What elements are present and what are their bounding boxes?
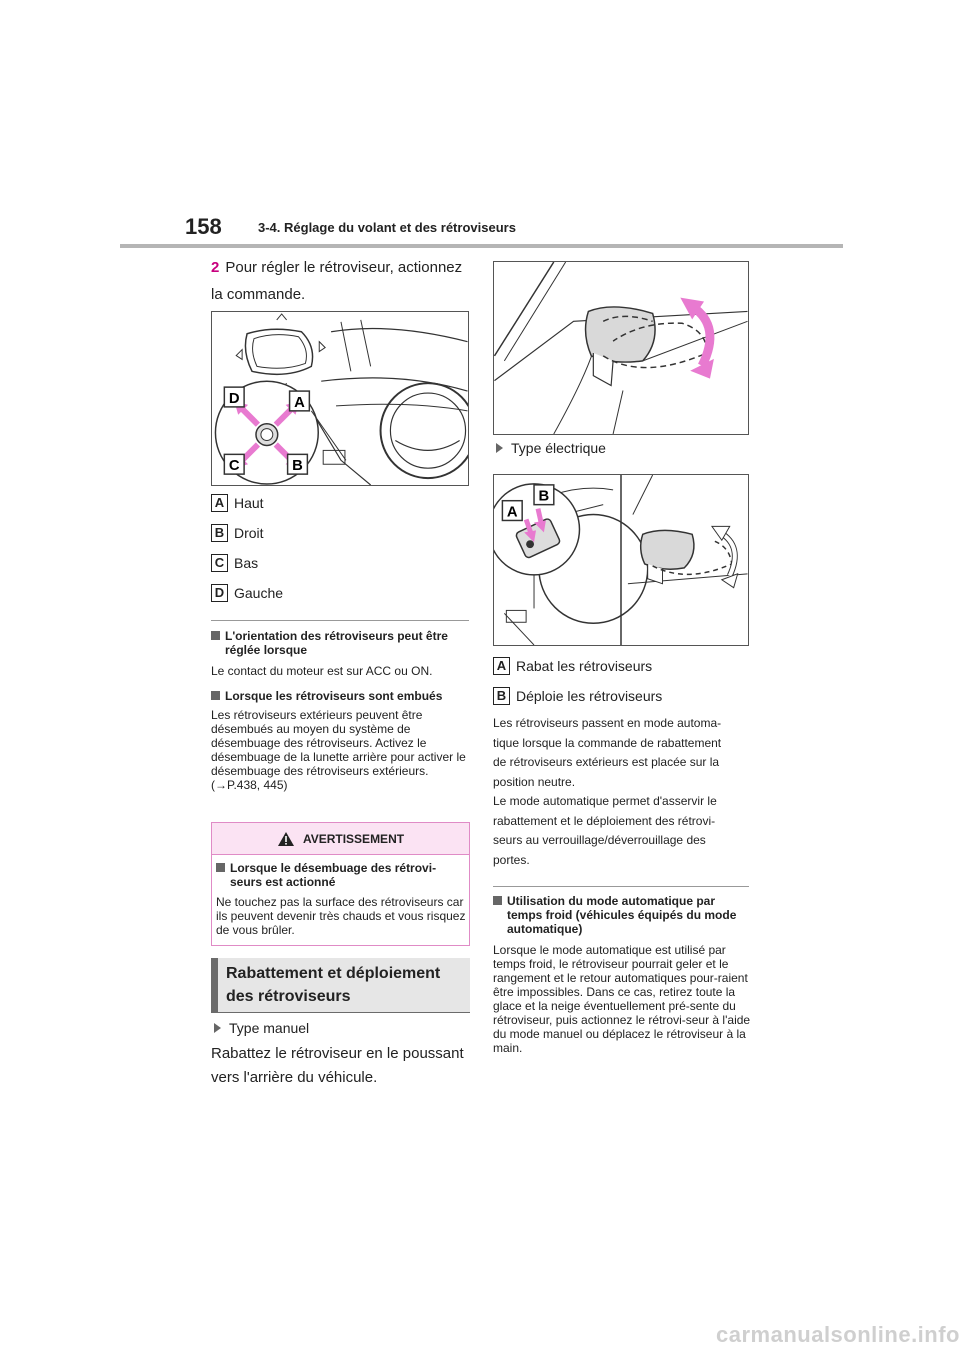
- svg-text:B: B: [538, 488, 550, 505]
- step-2: [211, 254, 473, 308]
- svg-text:A: A: [294, 394, 305, 411]
- legend-letter: D: [211, 584, 228, 602]
- warning-heading: AVERTISSEMENT: [302, 831, 405, 846]
- auto-mode-line: rabattement et le déploiement des rétrovi-: [493, 813, 716, 828]
- auto-mode-line: Le mode automatique permet d'asservir le: [493, 794, 717, 808]
- figure1-label-A: [290, 391, 310, 411]
- svg-text:C: C: [228, 458, 240, 475]
- electric-fold-drawing: [494, 475, 748, 645]
- figure1-label-D: [224, 387, 244, 407]
- electric-type-bullet: [493, 440, 606, 456]
- auto-mode-line: portes.: [493, 852, 530, 867]
- note2-text: [211, 708, 469, 792]
- figure1-label-C: [224, 454, 244, 474]
- header-rule: [120, 244, 843, 248]
- manual-fold-illustration: [493, 261, 749, 435]
- figure1-label-B: [288, 454, 308, 474]
- note1-text: Le contact du moteur est sur ACC ou ON.: [211, 664, 433, 678]
- note2-body: Les rétroviseurs extérieurs peuvent être désembués au moyen du système de désembuage des rétroviseurs. Activez le désembuage de la lunette arrière pour activer le désembuage des rétroviseurs extérieurs.: [211, 708, 466, 778]
- manual-fold-drawing: [494, 262, 748, 434]
- note2-title: Lorsque les rétroviseurs sont embués: [211, 689, 469, 703]
- cold-note-text: Lorsque le mode automatique est utilisé par temps froid, le rétroviseur pourrait geler et le rangement et le retour automatiques pour-raient être impossibles. Dans ce cas, retirez toute la glace et la neige éventuellement pré-sente du rétroviseur, puis actionnez le rétrovi-seur à l'aide du mode manuel ou déplacez le rétroviseur à la main.: [493, 943, 751, 1055]
- note1-title: L'orientation des rétroviseurs peut être réglée lorsque: [211, 629, 469, 657]
- step-number: 2: [211, 259, 220, 276]
- legend-text: Gauche: [234, 585, 284, 601]
- legend-letter: B: [211, 524, 228, 542]
- legend-text: Bas: [234, 555, 259, 571]
- legend-letter: A: [493, 657, 510, 675]
- auto-mode-line: seurs au verrouillage/déverrouillage des: [493, 833, 706, 847]
- section-heading: Rabattement et déploiement des rétroviseurs: [211, 958, 470, 1012]
- section-underline: [211, 1012, 470, 1013]
- legend-letter: A: [211, 494, 228, 512]
- divider: [493, 886, 749, 887]
- bullet-arrow-icon: [496, 443, 503, 453]
- electric-fold-illustration: [493, 474, 749, 646]
- legend2-item-fold: [493, 656, 652, 676]
- legend-text: Déploie les rétroviseurs: [516, 688, 663, 704]
- legend-text: Haut: [234, 495, 264, 511]
- auto-mode-line: Les rétroviseurs passent en mode automa-: [493, 716, 722, 730]
- divider: [211, 620, 469, 621]
- warning-box: [211, 822, 470, 946]
- cold-note-title: Utilisation du mode automatique par temps froid (véhicules équipés du mode automatique): [493, 894, 753, 936]
- warning-title: Lorsque le désembuage des rétrovi-seurs est actionné: [216, 861, 466, 889]
- auto-mode-line: tique lorsque la commande de rabattement: [493, 735, 722, 750]
- auto-mode-line: de rétroviseurs extérieurs est placée sur la: [493, 755, 720, 769]
- legend2-item-unfold: [493, 686, 662, 706]
- watermark: carmanualsonline.info: [716, 1322, 960, 1347]
- warning-header: [212, 823, 469, 855]
- auto-mode-text: [493, 714, 755, 870]
- bullet-arrow-icon: [214, 1023, 221, 1033]
- svg-text:B: B: [292, 458, 303, 475]
- warning-text: Ne touchez pas la surface des rétroviseurs car ils peuvent devenir très chauds et vous risquez de vous brûler.: [216, 895, 466, 937]
- mirror-adjust-illustration: [211, 311, 469, 486]
- legend-letter: C: [211, 554, 228, 572]
- legend1-item-left: [211, 583, 283, 603]
- note2-ref: (→P.438, 445): [211, 778, 288, 792]
- figure3-label-A: [502, 501, 522, 521]
- electric-type-label: Type électrique: [511, 440, 606, 456]
- legend1-item-down: [211, 553, 258, 573]
- manual-type-bullet: [211, 1020, 309, 1036]
- legend-letter: B: [493, 687, 510, 705]
- svg-text:A: A: [506, 504, 518, 521]
- figure3-label-B: [534, 485, 554, 505]
- legend-text: Rabat les rétroviseurs: [516, 658, 653, 674]
- warning-triangle-icon: [277, 831, 295, 847]
- header-title: 3-4. Réglage du volant et des rétroviseurs: [258, 220, 516, 235]
- svg-text:D: D: [228, 390, 240, 407]
- mirror-adjust-drawing: [212, 312, 468, 485]
- legend-text: Droit: [234, 525, 264, 541]
- step-text: Pour régler le rétroviseur, actionnez la commande.: [211, 259, 463, 303]
- auto-mode-line: position neutre.: [493, 774, 576, 789]
- legend1-item-up: [211, 493, 264, 513]
- legend1-item-right: [211, 523, 264, 543]
- page-number: 158: [185, 214, 222, 239]
- manual-type-label: Type manuel: [229, 1020, 310, 1036]
- manual-type-text: Rabattez le rétroviseur en le poussant vers l'arrière du véhicule.: [211, 1045, 464, 1086]
